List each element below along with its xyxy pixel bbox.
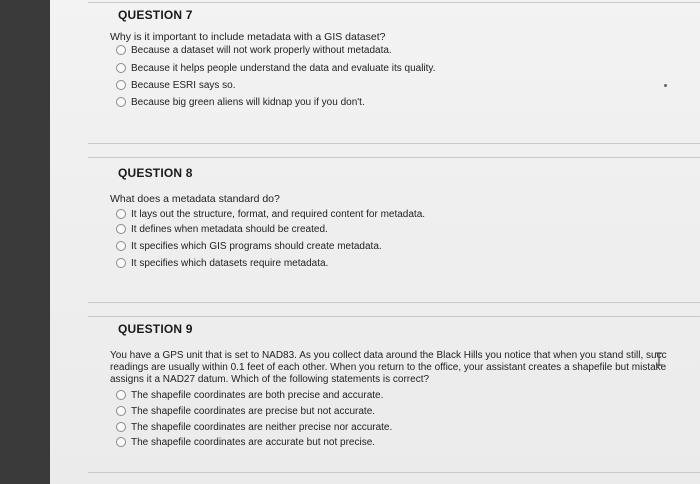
option-label: It specifies which datasets require metadata. [131,257,329,269]
question-9-prompt-line-1: You have a GPS unit that is set to NAD83. As you collect data around the Black Hills you notice that when you stand still, succ [110,350,667,361]
option-label: It defines when metadata should be created. [131,223,328,235]
question-7-option-2[interactable] [116,61,435,75]
radio-button-icon[interactable] [116,209,126,219]
question-9-option-4[interactable] [116,435,375,449]
option-label: The shapefile coordinates are precise but not accurate. [131,405,376,417]
question-7-option-3[interactable] [116,78,236,92]
question-7-option-4[interactable] [116,95,365,109]
question-9-header: QUESTION 9 [118,322,193,336]
question-7-option-1[interactable] [116,43,392,57]
radio-button-icon[interactable] [116,80,126,90]
question-9-divider [88,472,700,473]
question-9-option-1[interactable] [116,388,383,402]
radio-button-icon[interactable] [116,241,126,251]
radio-button-icon[interactable] [116,437,126,447]
question-9-option-2[interactable] [116,404,375,418]
option-label: The shapefile coordinates are accurate but not precise. [131,436,376,448]
text-cursor-icon [654,352,664,366]
option-label: Because a dataset will not work properly without metadata. [131,44,392,56]
question-7-divider [88,143,700,144]
question-9-option-3[interactable] [116,420,392,434]
radio-button-icon[interactable] [116,63,126,73]
question-8-option-4[interactable] [116,256,328,270]
question-7-prompt: Why is it important to include metadata with a GIS dataset? [110,31,386,43]
option-label: Because ESRI says so. [131,79,236,91]
radio-button-icon[interactable] [116,224,126,234]
radio-button-icon[interactable] [116,97,126,107]
question-8-option-2[interactable] [116,222,328,236]
radio-button-icon[interactable] [116,258,126,268]
radio-button-icon[interactable] [116,45,126,55]
question-9-top-divider [88,316,700,317]
top-divider [88,2,700,3]
question-9-prompt-line-2: readings are usually within 0.1 feet of each other. When you return to the office, your assistant creates a shapefile but mistake [110,362,667,373]
radio-button-icon[interactable] [116,390,126,400]
radio-button-icon[interactable] [116,406,126,416]
left-sidebar [0,0,50,484]
option-label: Because big green aliens will kidnap you if you don't. [131,96,365,108]
question-8-prompt: What does a metadata standard do? [110,193,280,205]
option-label: The shapefile coordinates are both precise and accurate. [131,389,384,401]
question-8-header: QUESTION 8 [118,166,193,180]
question-8-top-divider [88,157,700,158]
option-label: It specifies which GIS programs should create metadata. [131,240,382,252]
option-label: Because it helps people understand the data and evaluate its quality. [131,62,436,74]
question-8-option-1[interactable] [116,207,425,221]
quiz-page [50,0,700,484]
question-7-header: QUESTION 7 [118,8,193,22]
option-label: The shapefile coordinates are neither precise nor accurate. [131,421,393,433]
question-8-divider [88,302,700,303]
stray-dot [664,84,667,87]
option-label: It lays out the structure, format, and required content for metadata. [131,208,426,220]
question-9-prompt-line-3: assigns it a NAD27 datum. Which of the following statements is correct? [110,374,430,385]
question-8-option-3[interactable] [116,239,382,253]
radio-button-icon[interactable] [116,422,126,432]
